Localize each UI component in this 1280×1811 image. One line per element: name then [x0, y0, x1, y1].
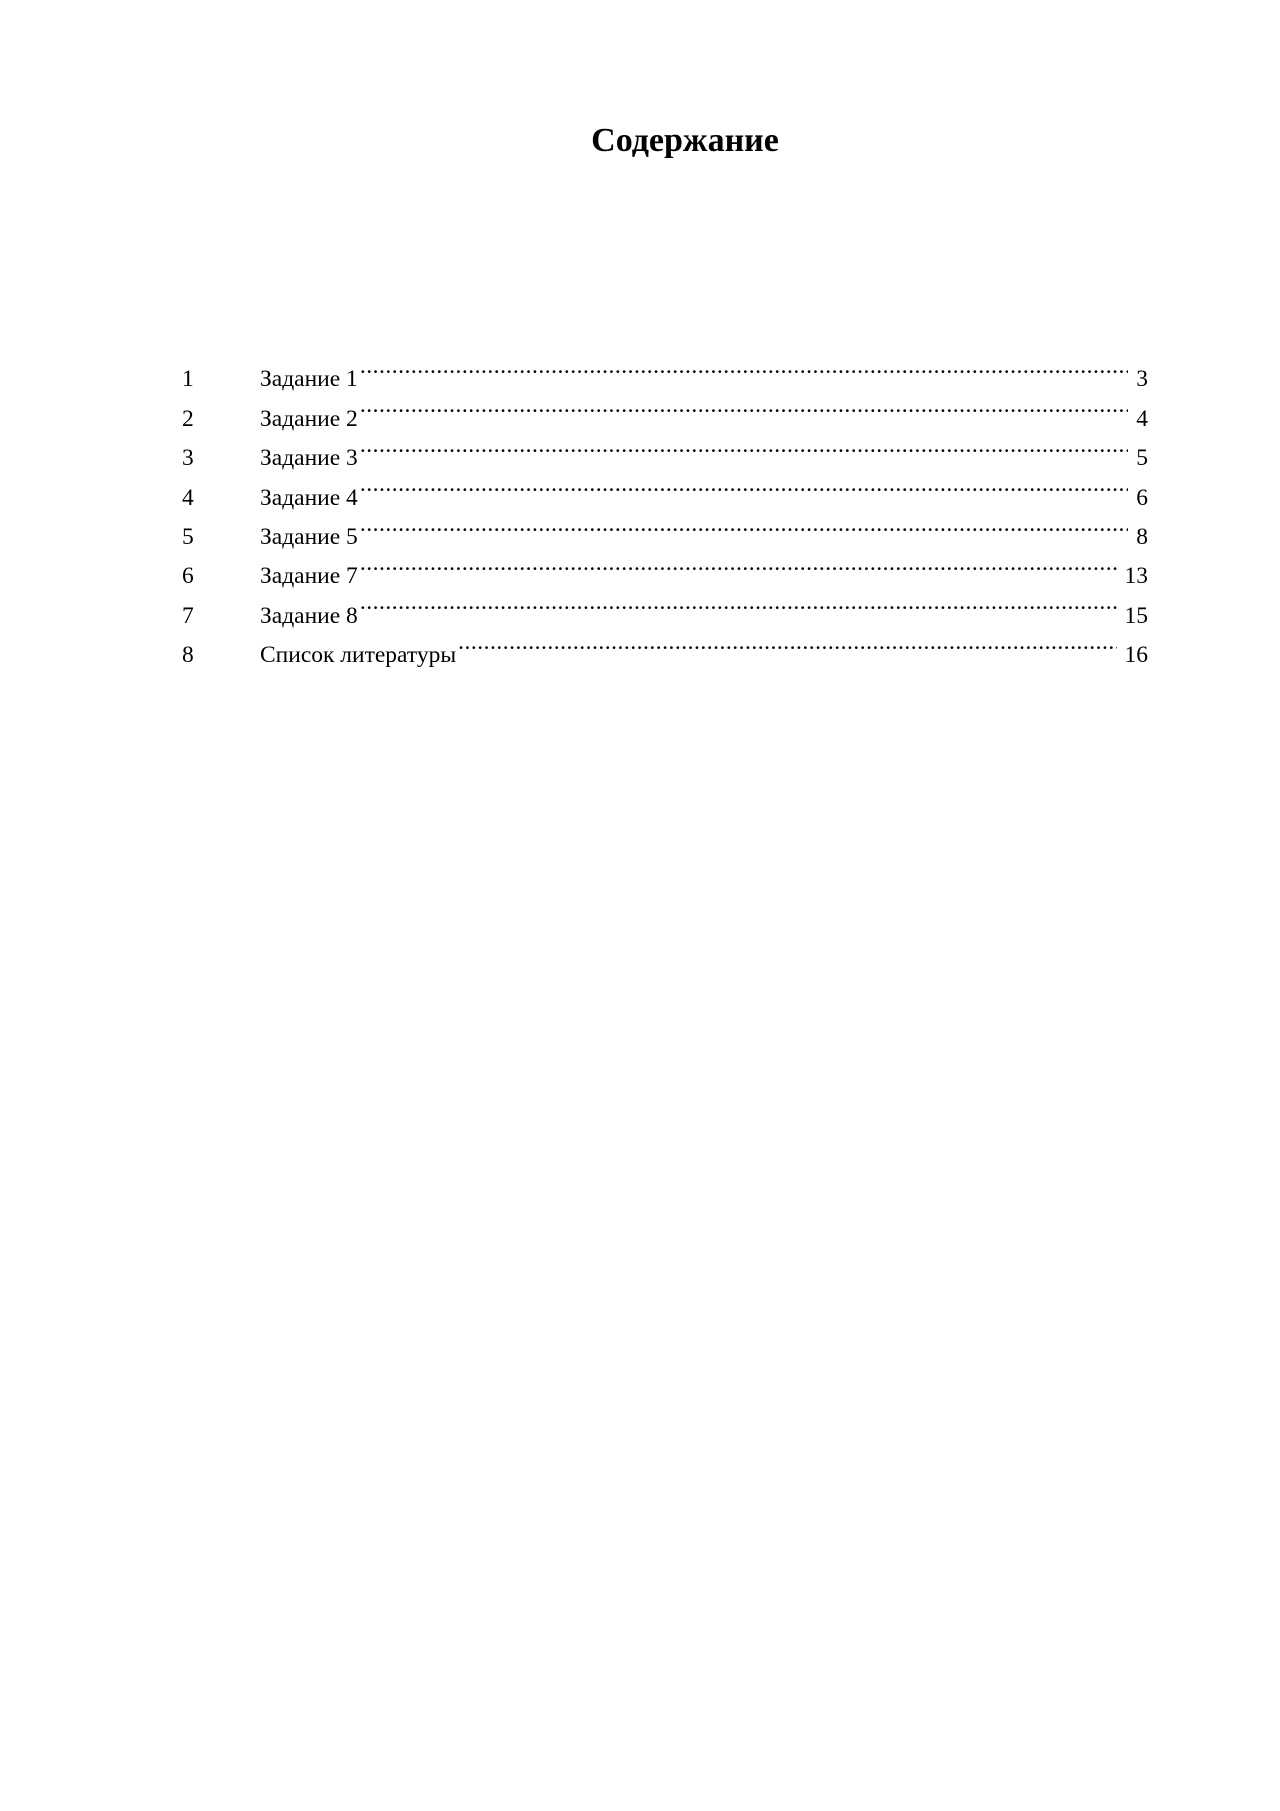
toc-entry-title[interactable]: Список литературы [260, 642, 457, 669]
toc-entry-page[interactable]: 3 [1136, 366, 1148, 393]
toc-dot-leader [458, 623, 1116, 662]
toc-entry-title[interactable]: Задание 4 [260, 484, 358, 511]
toc-entry-number: 5 [182, 523, 194, 550]
toc-entry-page[interactable]: 4 [1136, 405, 1148, 432]
toc-entry-title[interactable]: Задание 5 [260, 523, 358, 550]
toc-entry[interactable] [178, 347, 1148, 393]
toc-entry-number: 3 [182, 445, 194, 472]
toc-entry-number: 2 [182, 405, 194, 432]
toc-entry-page[interactable]: 8 [1136, 523, 1148, 550]
page-title: Содержание [591, 122, 779, 159]
toc-entry-title[interactable]: Задание 1 [260, 366, 358, 393]
toc-entry-page[interactable]: 13 [1124, 563, 1148, 590]
toc-entry-number: 6 [182, 563, 194, 590]
toc-entry-number: 7 [182, 602, 194, 629]
toc-dot-leader [360, 465, 1128, 504]
toc-entry-number: 1 [182, 366, 194, 393]
toc-entry-title[interactable]: Задание 2 [260, 405, 358, 432]
toc-dot-leader [360, 583, 1117, 622]
toc-entry-number: 8 [182, 642, 194, 669]
toc-dot-leader [360, 347, 1128, 386]
toc-entry-title[interactable]: Задание 7 [260, 563, 358, 590]
toc-dot-leader [360, 505, 1128, 544]
table-of-contents [178, 347, 1148, 669]
toc-dot-leader [360, 386, 1128, 425]
toc-dot-leader [360, 544, 1117, 583]
toc-entry-page[interactable]: 16 [1124, 642, 1148, 669]
toc-entry-title[interactable]: Задание 3 [260, 445, 358, 472]
toc-entry-number: 4 [182, 484, 194, 511]
toc-dot-leader [360, 426, 1128, 465]
toc-entry-page[interactable]: 6 [1136, 484, 1148, 511]
toc-entry-page[interactable]: 15 [1124, 602, 1148, 629]
toc-entry-page[interactable]: 5 [1136, 445, 1148, 472]
toc-entry-title[interactable]: Задание 8 [260, 602, 358, 629]
